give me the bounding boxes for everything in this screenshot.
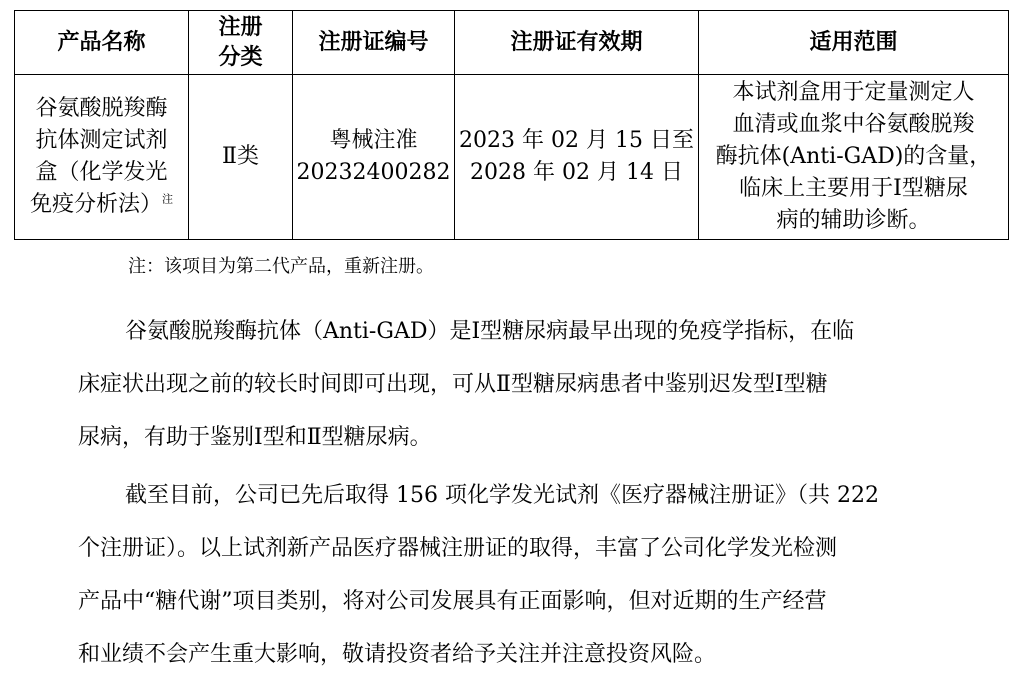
header-cert-number: 注册证编号 [293,11,455,75]
cell-scope [699,75,1009,240]
product-name-line [15,189,188,221]
cell-validity [455,75,699,240]
product-name-line: 抗体测定试剂 [35,128,168,153]
paragraph-anti-gad [78,305,953,464]
header-validity: 注册证有效期 [455,11,699,75]
scope-line: 酶抗体(Anti-GAD)的含量， [715,144,992,169]
header-category [189,11,293,75]
paragraph-line: 尿病，有助于鉴别Ⅰ型和Ⅱ型糖尿病。 [78,425,432,450]
cell-product-name [15,75,189,240]
product-name-line: 谷氨酸脱羧酶 [35,96,168,121]
paragraph-line: 截至目前，公司已先后取得 156 项化学发光试剂《医疗器械注册证》（共 222 [125,483,879,508]
validity-line: 2028 年 02 月 14 日 [470,160,683,185]
header-product-name: 产品名称 [15,11,189,75]
scope-line: 血清或血浆中谷氨酸脱羧 [732,112,975,137]
paragraph-line: 个注册证）。以上试剂新产品医疗器械注册证的取得，丰富了公司化学发光检测 [78,536,838,561]
table-row [15,75,1009,240]
footnote-mark: 注 [162,192,173,206]
header-category-line: 分类 [218,44,263,70]
registration-table [14,10,1009,240]
cell-category: Ⅱ类 [189,75,293,240]
product-name-text: 免疫分析法） [29,192,162,217]
paragraph-line: 产品中“糖代谢”项目类别，将对公司发展具有正面影响，但对近期的生产经营 [78,589,827,614]
paragraph-line: 和业绩不会产生重大影响，敬请投资者给予关注并注意投资风险。 [78,642,717,667]
paragraph-line: 床症状出现之前的较长时间即可出现，可从Ⅱ型糖尿病患者中鉴别迟发型Ⅰ型糖 [78,372,828,397]
paragraph-company-status [78,469,953,681]
cert-line: 粤械注准 [329,128,418,153]
table-header-row [15,11,1009,75]
paragraph-line: 谷氨酸脱羧酶抗体（Anti-GAD）是Ⅰ型糖尿病最早出现的免疫学指标，在临 [125,319,855,344]
product-name-line: 盒（化学发光 [35,160,168,185]
cert-line: 20232400282 [296,160,451,185]
table-footnote: 注：该项目为第二代产品，重新注册。 [128,256,434,277]
validity-line: 2023 年 02 月 15 日至 [459,128,694,153]
cell-cert-number [293,75,455,240]
header-scope: 适用范围 [699,11,1009,75]
scope-line: 临床上主要用于Ⅰ型糖尿 [739,176,968,201]
scope-line: 本试剂盒用于定量测定人 [732,80,975,105]
scope-line: 病的辅助诊断。 [776,208,931,233]
header-category-line: 注册 [218,14,263,40]
